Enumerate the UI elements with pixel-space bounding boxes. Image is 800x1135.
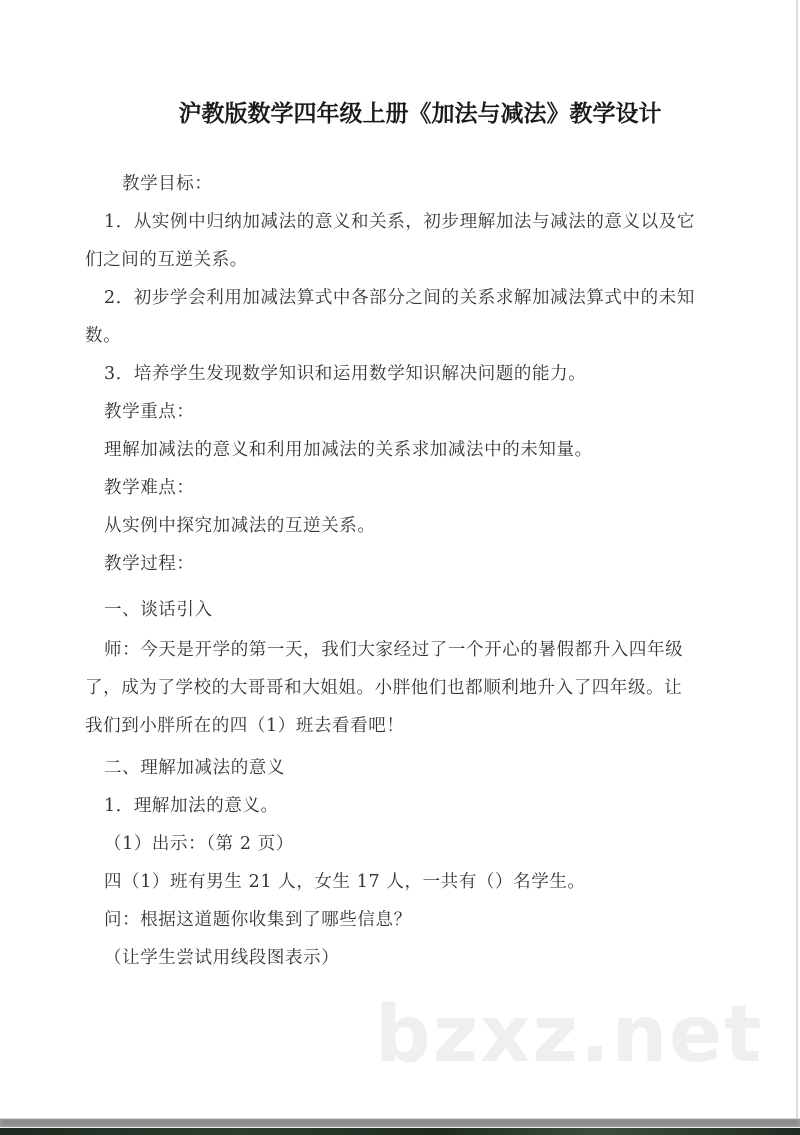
teacher-dialogue-line-1: 师：今天是开学的第一天，我们大家经过了一个开心的暑假都升入四年级 <box>104 640 684 660</box>
watermark-text: bzxz.net <box>375 990 764 1080</box>
scrollbar-thumb[interactable] <box>2 1120 798 1125</box>
instruction-note: （让学生尝试用线段图表示） <box>104 948 340 968</box>
process-step-2-heading: 二、理解加减法的意义 <box>104 758 285 778</box>
section-heading-process: 教学过程： <box>104 554 195 574</box>
question-text: 问：根据这道题你收集到了哪些信息？ <box>104 910 412 930</box>
page-right-border <box>796 0 798 1118</box>
section-heading-objectives: 教学目标： <box>122 174 213 194</box>
teacher-dialogue-line-3: 我们到小胖所在的四（1）班去看看吧！ <box>85 716 405 736</box>
sub-step-1-heading: 1．理解加法的意义。 <box>104 796 279 816</box>
difficulties-text: 从实例中探究加减法的互逆关系。 <box>104 516 376 536</box>
objective-1-line-1: 1．从实例中归纳加减法的意义和关系，初步理解加法与减法的意义以及它 <box>104 212 695 232</box>
objective-1-line-2: 们之间的互逆关系。 <box>85 250 248 270</box>
teacher-dialogue-line-2: 了，成为了学校的大哥哥和大姐姐。小胖他们也都顺利地升入了四年级。让 <box>85 678 683 698</box>
section-heading-difficulties: 教学难点： <box>104 478 195 498</box>
key-points-text: 理解加减法的意义和利用加减法的关系求加减法中的未知量。 <box>104 440 593 460</box>
horizontal-scrollbar[interactable] <box>0 1118 800 1127</box>
document-title: 沪教版数学四年级上册《加法与减法》教学设计 <box>178 101 662 127</box>
problem-statement: 四（1）班有男生 21 人，女生 17 人，一共有（）名学生。 <box>104 872 586 892</box>
objective-3: 3．培养学生发现数学知识和运用数学知识解决问题的能力。 <box>104 364 587 384</box>
show-instruction: （1）出示：（第 2 页） <box>104 834 294 854</box>
section-heading-key-points: 教学重点： <box>104 402 195 422</box>
objective-2-line-1: 2．初步学会利用加减法算式中各部分之间的关系求解加减法算式中的未知 <box>104 288 695 308</box>
objective-2-line-2: 数。 <box>85 326 122 346</box>
process-step-1-heading: 一、谈话引入 <box>104 600 213 620</box>
